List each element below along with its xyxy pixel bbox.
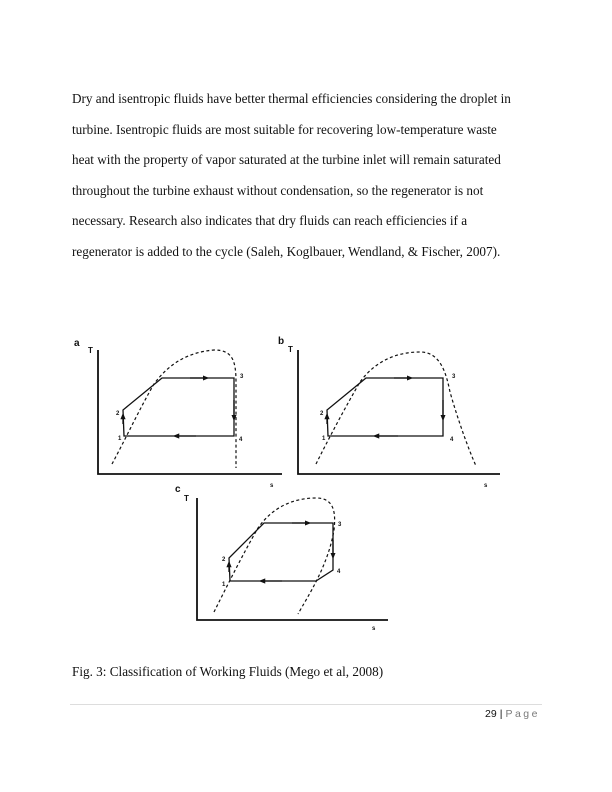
ts-diagram-panel-a <box>74 336 285 489</box>
page-number: 29 <box>485 708 497 720</box>
state-point-label: 4 <box>239 437 243 443</box>
state-point-label: 3 <box>240 374 244 380</box>
x-axis-label: s <box>484 483 488 489</box>
saturation-dome <box>316 352 476 466</box>
state-point-label: 3 <box>452 374 456 380</box>
state-point-label: 4 <box>337 569 341 575</box>
paragraph-line: regenerator is added to the cycle (Saleh, Koglbauer, Wendland, & Fischer, 2007). <box>72 243 501 259</box>
panel-label: c <box>175 484 181 495</box>
cycle-path <box>327 378 443 436</box>
panel-label: b <box>278 336 285 347</box>
page-label: Page <box>505 708 540 720</box>
paragraph-line: necessary. Research also indicates that dry fluids can reach efficiencies if a <box>72 213 468 229</box>
paragraph-line: throughout the turbine exhaust without condensation, so the regenerator is not <box>72 182 484 198</box>
paragraph-line: Dry and isentropic fluids have better thermal efficiencies considering the droplet in <box>72 91 511 106</box>
y-axis-label: T <box>184 494 189 503</box>
x-axis-label: s <box>270 483 274 489</box>
footer-separator: | <box>499 708 503 720</box>
ts-diagram-panel-b <box>278 336 500 489</box>
state-point-label: 1 <box>322 436 326 442</box>
figure-caption: Fig. 3: Classification of Working Fluids (Mego et al, 2008) <box>72 664 384 679</box>
saturation-dome <box>112 350 236 468</box>
panel-label: a <box>74 338 80 349</box>
axes <box>98 350 282 474</box>
y-axis-label: T <box>288 345 293 354</box>
paragraph-line: turbine. Isentropic fluids are most suitable for recovering low-temperature waste <box>72 121 497 137</box>
paragraph-line: heat with the property of vapor saturated at the turbine inlet will remain saturated <box>72 152 501 168</box>
footer-divider <box>70 704 542 705</box>
cycle-path <box>123 378 234 436</box>
state-point-label: 1 <box>222 582 226 588</box>
axes <box>197 498 388 620</box>
state-point-label: 2 <box>320 411 324 417</box>
page-footer <box>485 708 540 720</box>
ts-diagram-panel-c <box>175 484 388 632</box>
state-point-label: 3 <box>338 522 342 528</box>
y-axis-label: T <box>88 346 93 355</box>
axes <box>298 350 500 474</box>
x-axis-label: s <box>372 626 376 632</box>
state-point-label: 2 <box>222 557 226 563</box>
saturation-dome <box>214 498 335 614</box>
state-point-label: 2 <box>116 411 120 417</box>
state-point-label: 4 <box>450 437 454 443</box>
state-point-label: 1 <box>118 436 122 442</box>
